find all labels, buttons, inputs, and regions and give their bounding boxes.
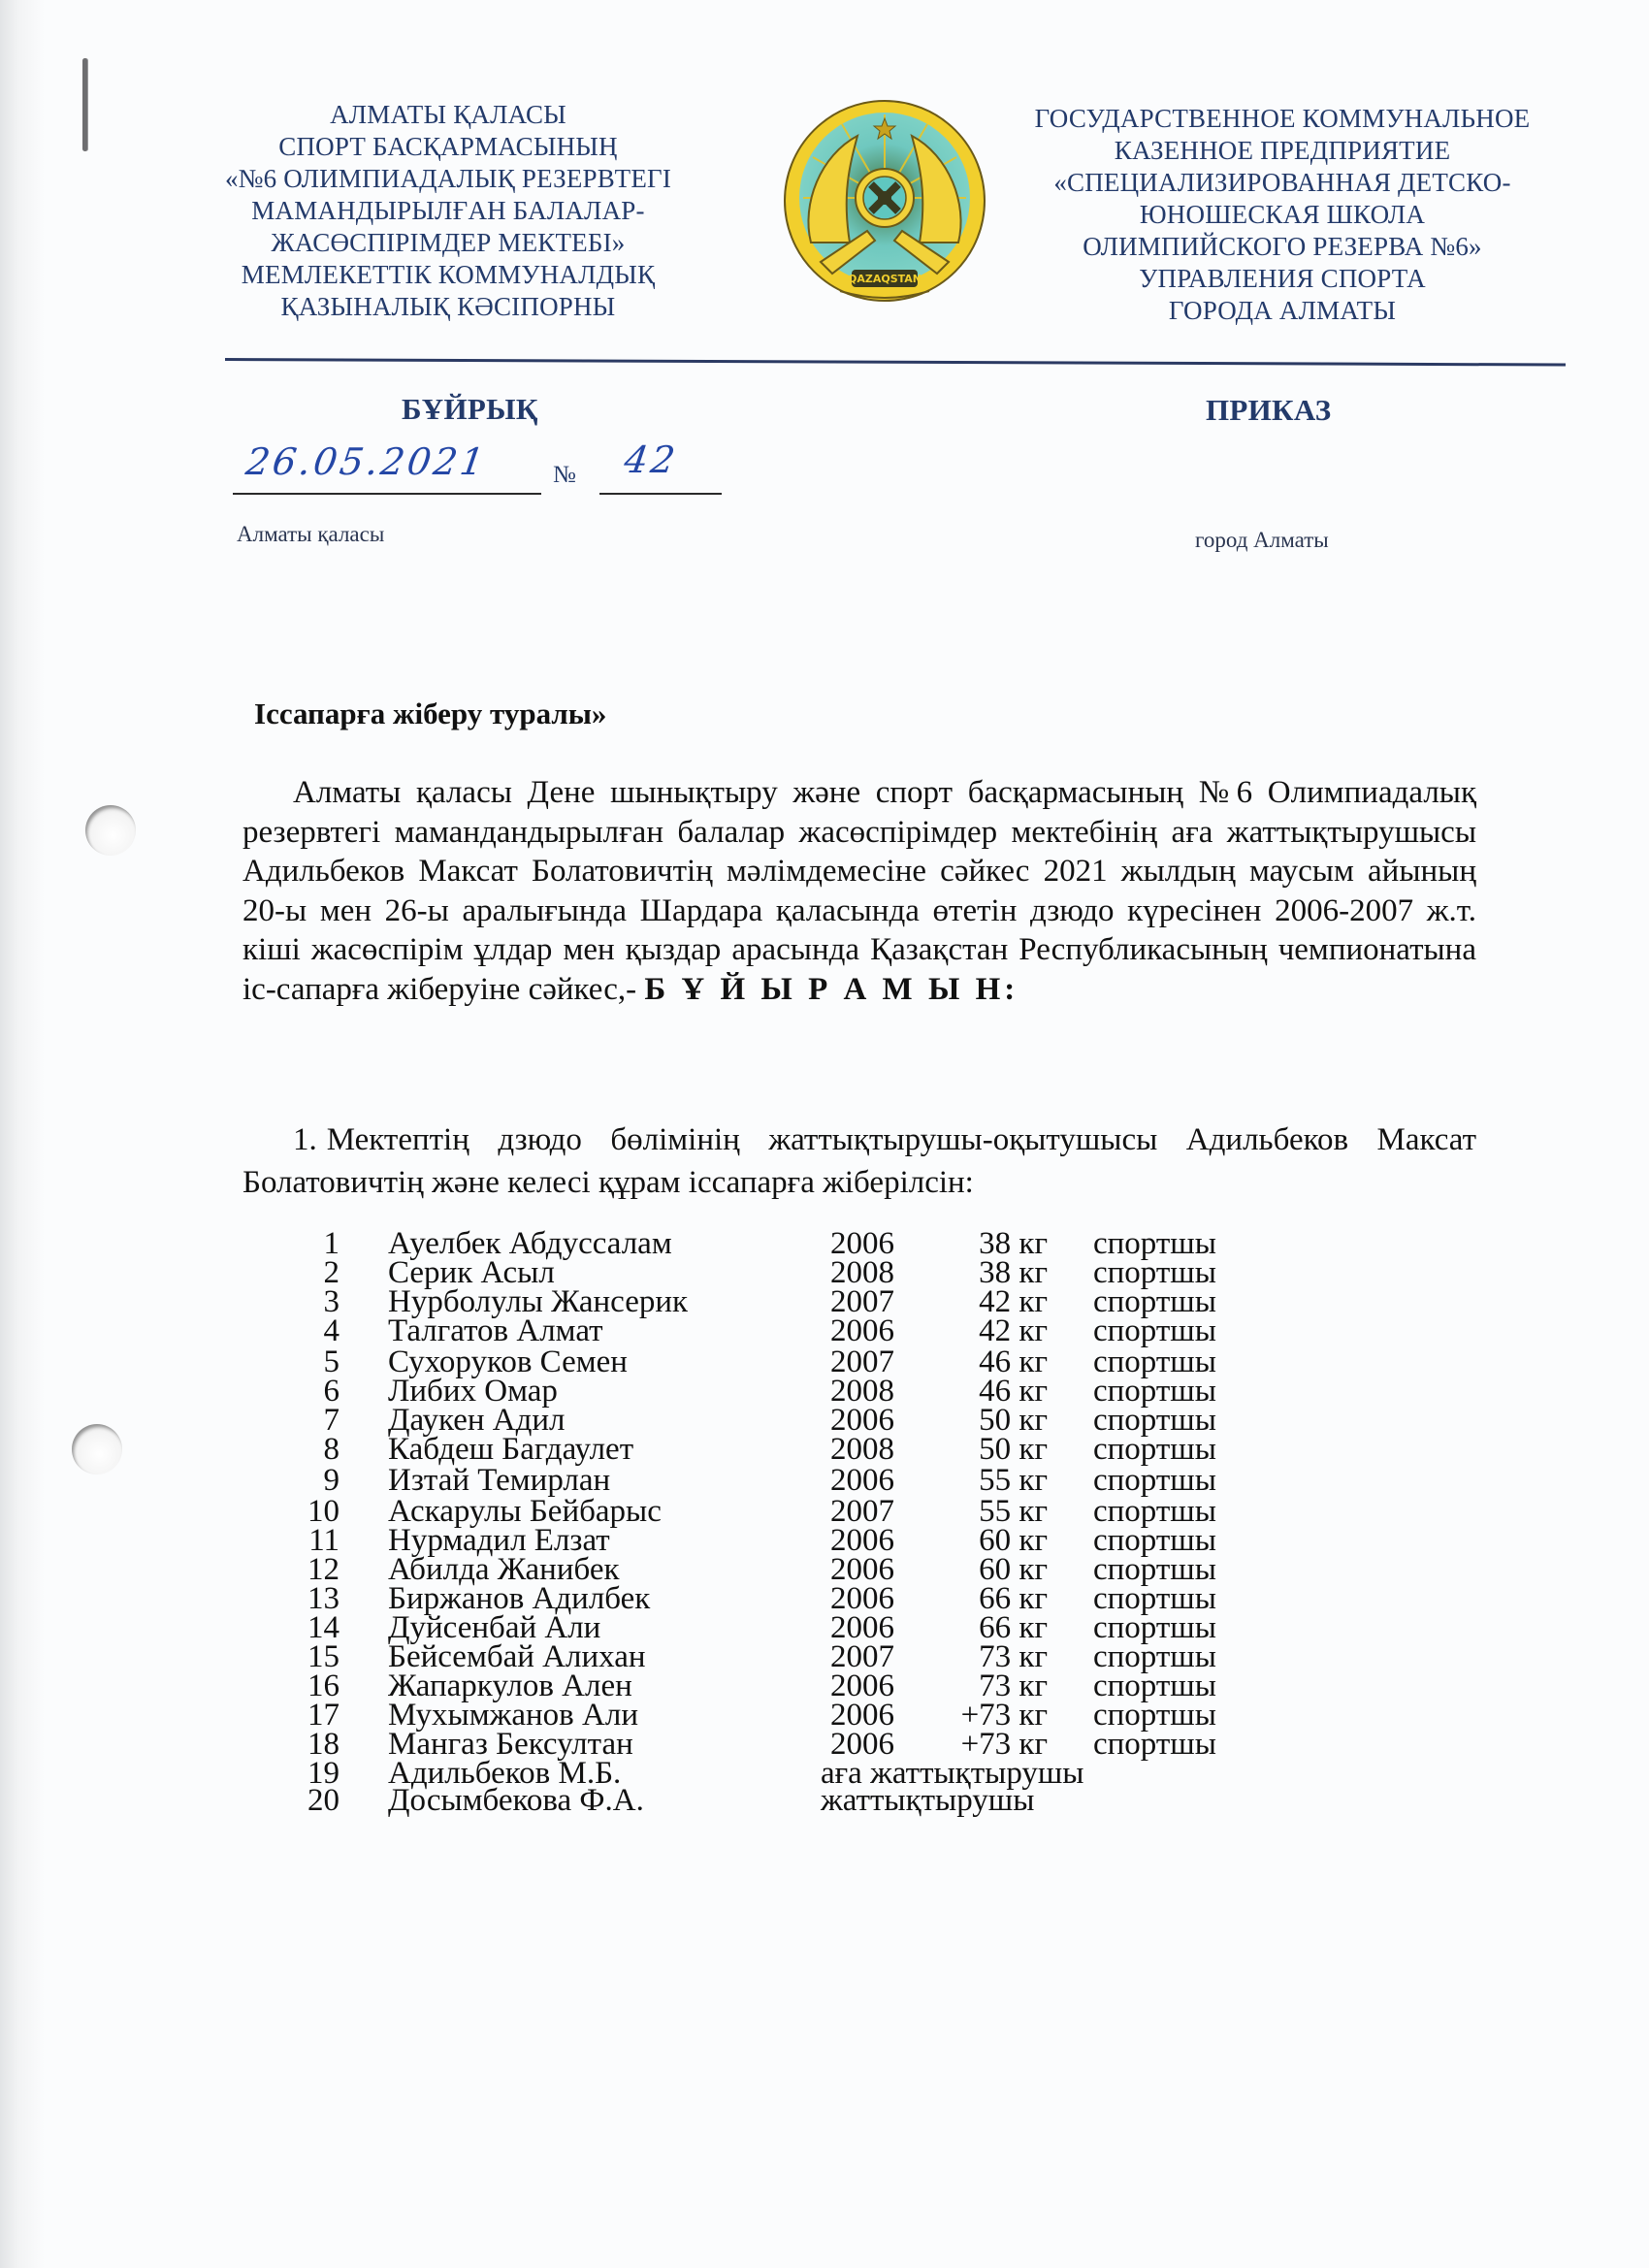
birth-year: 2007 — [830, 1284, 894, 1319]
order-number-field — [599, 438, 722, 495]
weight-category: 38 кг — [979, 1226, 1048, 1261]
city-russian: город Алматы — [1195, 528, 1329, 552]
org-name-line-kazakh: МАМАНДЫРЫЛҒАН БАЛАЛАР- — [251, 196, 645, 225]
number-sign: № — [553, 462, 576, 488]
person-name: Аскарулы Бейбарыс — [388, 1494, 662, 1529]
person-role: спортшы — [1093, 1523, 1216, 1558]
city-kazakh: Алматы қаласы — [237, 522, 385, 546]
weight-category: 42 кг — [979, 1284, 1048, 1319]
row-number: 15 — [307, 1639, 340, 1674]
weight-category: 73 кг — [979, 1639, 1048, 1674]
person-name: Абилда Жанибек — [388, 1552, 620, 1587]
weight-category: 46 кг — [979, 1345, 1048, 1379]
order-number-handwritten: 42 — [621, 438, 681, 481]
decree-word: Б Ұ Й Ы Р А М Ы Н: — [644, 971, 1019, 1007]
person-name: Даукен Адил — [388, 1403, 566, 1438]
person-name: Нурмадил Елзат — [388, 1523, 610, 1558]
punch-hole — [85, 805, 136, 856]
document-subject: Іссапарға жіберу туралы» — [254, 697, 607, 730]
person-role: аға жаттықтырушы — [821, 1756, 1084, 1791]
weight-category: 38 кг — [979, 1255, 1048, 1290]
weight-category: 50 кг — [979, 1432, 1048, 1467]
order-date-handwritten: 26.05.2021 — [242, 440, 490, 483]
birth-year: 2007 — [830, 1494, 894, 1529]
weight-category: +73 кг — [960, 1727, 1048, 1762]
birth-year: 2007 — [830, 1345, 894, 1379]
weight-category: 42 кг — [979, 1313, 1048, 1348]
birth-year: 2006 — [830, 1226, 894, 1261]
weight-category: 73 кг — [979, 1669, 1048, 1703]
person-name: Мухымжанов Али — [388, 1698, 638, 1733]
birth-year: 2006 — [830, 1313, 894, 1348]
order-title-kazakh: БҰЙРЫҚ — [402, 392, 538, 426]
weight-category: 60 кг — [979, 1523, 1048, 1558]
birth-year: 2008 — [830, 1255, 894, 1290]
person-role: спортшы — [1093, 1463, 1216, 1498]
row-number: 2 — [323, 1255, 340, 1290]
person-role: спортшы — [1093, 1581, 1216, 1616]
row-number: 8 — [323, 1432, 340, 1467]
birth-year: 2006 — [830, 1403, 894, 1438]
person-name: Изтай Темирлан — [388, 1463, 611, 1498]
person-role: спортшы — [1093, 1374, 1216, 1409]
person-name: Либих Омар — [388, 1374, 558, 1409]
person-name: Жапаркулов Ален — [388, 1669, 632, 1703]
person-role: спортшы — [1093, 1494, 1216, 1529]
org-name-line-russian: УПРАВЛЕНИЯ СПОРТА — [1139, 264, 1426, 293]
birth-year: 2006 — [830, 1610, 894, 1645]
person-name: Бейсембай Алихан — [388, 1639, 646, 1674]
person-role: спортшы — [1093, 1432, 1216, 1467]
weight-category: +73 кг — [960, 1698, 1048, 1733]
row-number: 16 — [307, 1669, 340, 1703]
org-name-line-kazakh: АЛМАТЫ ҚАЛАСЫ — [330, 100, 566, 129]
order-date-field — [233, 438, 541, 495]
weight-category: 50 кг — [979, 1403, 1048, 1438]
org-name-line-kazakh: ҚАЗЫНАЛЫҚ КӘСІПОРНЫ — [280, 292, 616, 321]
person-name: Досымбекова Ф.А. — [388, 1783, 644, 1818]
person-role: спортшы — [1093, 1284, 1216, 1319]
person-role: спортшы — [1093, 1313, 1216, 1348]
person-name: Сухоруков Семен — [388, 1345, 628, 1379]
item-number: 1. — [293, 1122, 317, 1157]
person-role: спортшы — [1093, 1610, 1216, 1645]
person-role: спортшы — [1093, 1552, 1216, 1587]
birth-year: 2007 — [830, 1639, 894, 1674]
person-role: спортшы — [1093, 1403, 1216, 1438]
item-text: Мектептің дзюдо бөлімінің жаттықтырушы-оқытушысы Адильбеков Максат Болатовичтің және келесі құрам іссапарға жіберілсін: — [242, 1122, 1476, 1200]
row-number: 6 — [323, 1374, 340, 1409]
person-name: Биржанов Адилбек — [388, 1581, 651, 1616]
birth-year: 2006 — [830, 1698, 894, 1733]
row-number: 1 — [323, 1226, 340, 1261]
row-number: 7 — [323, 1403, 340, 1438]
row-number: 12 — [307, 1552, 340, 1587]
org-name-line-kazakh: МЕМЛЕКЕТТІК КОММУНАЛДЫҚ — [241, 260, 656, 289]
weight-category: 55 кг — [979, 1463, 1048, 1498]
person-role: спортшы — [1093, 1669, 1216, 1703]
preamble-text: Алматы қаласы Дене шынықтыру және спорт басқармасының №6 Олимпиадалық резервтегі мамандандырылған балалар жасөспірімдер мектебінің аға жаттықтырушысы Адильбеков Максат Болатовичтің мәлімдемесіне сәйкес 2021 жылдың маусым айының 20-ы мен 26-ы аралығында Шардара қаласында өтетін дзюдо күресінен 2006-2007 ж.т. кіші жасөспірім ұлдар мен қыздар арасында Қазақстан Республикасының чемпионатына іс-сапарға жіберуіне сәйкес,- — [242, 775, 1476, 1007]
row-number: 18 — [307, 1727, 340, 1762]
org-name-line-russian: «СПЕЦИАЛИЗИРОВАННАЯ ДЕТСКО- — [1053, 168, 1511, 197]
roster-row — [0, 1783, 1649, 1822]
person-name: Нурболулы Жансерик — [388, 1284, 689, 1319]
staple-mark — [82, 58, 87, 151]
row-number: 5 — [323, 1345, 340, 1379]
order-item-1 — [242, 1118, 1476, 1204]
org-name-line-kazakh: СПОРТ БАСҚАРМАСЫНЫҢ — [278, 132, 618, 161]
preamble-paragraph — [242, 773, 1476, 1009]
person-role: спортшы — [1093, 1639, 1216, 1674]
person-role: спортшы — [1093, 1255, 1216, 1290]
row-number: 11 — [308, 1523, 340, 1558]
weight-category: 60 кг — [979, 1552, 1048, 1587]
org-name-line-russian: КАЗЕННОЕ ПРЕДПРИЯТИЕ — [1114, 136, 1451, 165]
emblem-label: QAZAQSTAN — [848, 273, 922, 285]
kazakhstan-state-emblem-icon — [782, 97, 987, 305]
birth-year: 2006 — [830, 1523, 894, 1558]
birth-year: 2006 — [830, 1581, 894, 1616]
person-name: Кабдеш Багдаулет — [388, 1432, 634, 1467]
person-role: спортшы — [1093, 1226, 1216, 1261]
weight-category: 66 кг — [979, 1581, 1048, 1616]
person-name: Ауелбек Абдуссалам — [388, 1226, 672, 1261]
org-name-line-kazakh: ЖАСӨСПІРІМДЕР МЕКТЕБІ» — [271, 228, 626, 257]
person-name: Дуйсенбай Али — [388, 1610, 601, 1645]
org-name-line-kazakh: «№6 ОЛИМПИАДАЛЫҚ РЕЗЕРВТЕГІ — [224, 164, 672, 193]
row-number: 13 — [307, 1581, 340, 1616]
row-number: 19 — [307, 1756, 340, 1791]
person-role: спортшы — [1093, 1727, 1216, 1762]
birth-year: 2008 — [830, 1374, 894, 1409]
row-number: 17 — [307, 1698, 340, 1733]
org-name-line-russian: ЮНОШЕСКАЯ ШКОЛА — [1139, 200, 1426, 229]
person-name: Адильбеков М.Б. — [388, 1756, 622, 1791]
row-number: 4 — [323, 1313, 340, 1348]
person-role: жаттықтырушы — [821, 1783, 1035, 1818]
row-number: 9 — [323, 1463, 340, 1498]
scan-edge-shadow — [0, 0, 45, 2268]
person-role: спортшы — [1093, 1345, 1216, 1379]
birth-year: 2006 — [830, 1552, 894, 1587]
weight-category: 46 кг — [979, 1374, 1048, 1409]
row-number: 3 — [323, 1284, 340, 1319]
weight-category: 55 кг — [979, 1494, 1048, 1529]
header-divider — [225, 358, 1566, 367]
row-number: 20 — [307, 1783, 340, 1818]
org-name-line-russian: ОЛИМПИЙСКОГО РЕЗЕРВА №6» — [1083, 232, 1482, 261]
person-name: Мангаз Бексултан — [388, 1727, 633, 1762]
row-number: 14 — [307, 1610, 340, 1645]
birth-year: 2008 — [830, 1432, 894, 1467]
birth-year: 2006 — [830, 1669, 894, 1703]
weight-category: 66 кг — [979, 1610, 1048, 1645]
org-name-line-russian: ГОРОДА АЛМАТЫ — [1168, 296, 1397, 325]
order-title-russian: ПРИКАЗ — [1206, 393, 1332, 427]
organization-name-russian — [991, 103, 1573, 327]
birth-year: 2006 — [830, 1727, 894, 1762]
birth-year: 2006 — [830, 1463, 894, 1498]
person-name: Серик Асыл — [388, 1255, 555, 1290]
row-number: 10 — [307, 1494, 340, 1529]
person-name: Талгатов Алмат — [388, 1313, 603, 1348]
person-role: спортшы — [1093, 1698, 1216, 1733]
org-name-line-russian: ГОСУДАРСТВЕННОЕ КОММУНАЛЬНОЕ — [1034, 104, 1531, 133]
organization-name-kazakh — [215, 99, 681, 323]
